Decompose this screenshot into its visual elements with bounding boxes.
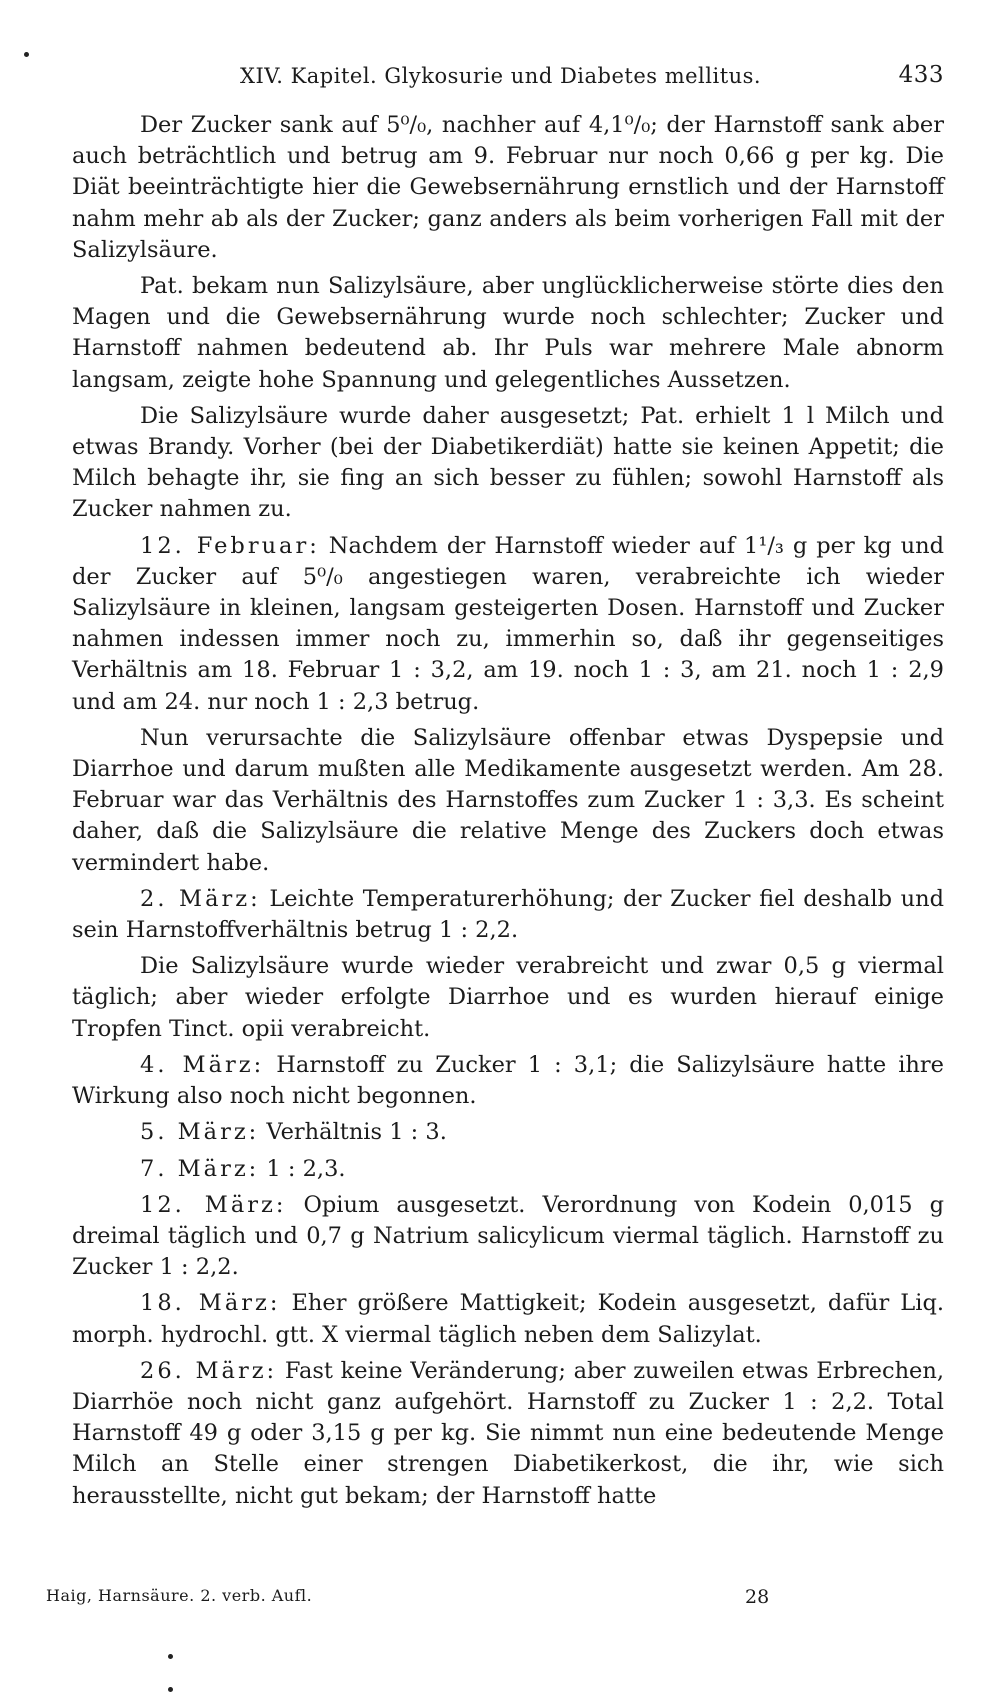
- dated-entry: 12. Februar: Nachdem der Harnstoff wieder auf 1¹/₃ g per kg und der Zucker auf 5⁰/₀ angestiegen waren, verabreichte ich wieder Salizylsäure in kleinen, langsam gesteigerten Dosen. Harnstoff und Zucker nahmen indessen immer noch zu, immerhin so, daß ihr gegenseitiges Verhältnis am 18. Februar 1 : 3,2, am 19. noch 1 : 3, am 21. noch 1 : 2,9 und am 24. nur noch 1 : 2,3 betrug.: [72, 532, 944, 715]
- scan-speck: [24, 52, 29, 57]
- paragraph: Der Zucker sank auf 5⁰/₀, nachher auf 4,1⁰/₀; der Harnstoff sank aber auch beträchtlich und betrug am 9. Februar nur noch 0,66 g per kg. Die Diät beeinträchtigte hier die Gewebsernährung ernstlich und der Harnstoff nahm mehr ab als der Zucker; ganz anders als beim vorherigen Fall mit der Salizylsäure.: [72, 112, 944, 263]
- book-reference: Haig, Harnsäure. 2. verb. Aufl.: [46, 1586, 313, 1605]
- dated-entry: 18. März: Eher größere Mattigkeit; Kodein ausgesetzt, dafür Liq. morph. hydrochl. gtt. X viermal täglich neben dem Salizylat.: [72, 1290, 944, 1348]
- scan-speck: [168, 1654, 173, 1659]
- dated-entry: 4. März: Harnstoff zu Zucker 1 : 3,1; die Salizylsäure hatte ihre Wirkung also noch nicht begonnen.: [72, 1051, 944, 1110]
- entry-date: 4. März:: [140, 1051, 265, 1078]
- entry-date: 12. Februar:: [140, 532, 320, 559]
- dated-entry: 2. März: Leichte Temperaturerhöhung; der Zucker fiel deshalb und sein Harnstoffverhältnis betrug 1 : 2,2.: [72, 885, 945, 944]
- dated-entry: 26. März: Fast keine Veränderung; aber zuweilen etwas Erbrechen, Diarrhöe noch nicht ganz aufgehört. Harnstoff zu Zucker 1 : 2,2. Total Harnstoff 49 g oder 3,15 g per kg. Sie nimmt nun eine bedeutende Menge Milch an Stelle einer strengen Diabetikerkost, die ihr, wie sich herausstellte, nicht gut bekam; der Harnstoff hatte: [72, 1357, 945, 1509]
- dated-entry: 5. März: Verhältnis 1 : 3.: [140, 1119, 447, 1146]
- scan-speck: [168, 1687, 173, 1692]
- entry-date: 2. März:: [140, 885, 261, 912]
- entry-date: 18. März:: [140, 1290, 281, 1317]
- entry-date: 5. März:: [140, 1119, 260, 1146]
- book-page: [72, 60, 944, 1517]
- entry-date: 12. März:: [140, 1191, 287, 1218]
- paragraph: Die Salizylsäure wurde wieder verabreicht und zwar 0,5 g viermal täglich; aber wieder erfolgte Diarrhoe und es wurden hierauf einige Tropfen Tinct. opii verabreicht.: [72, 953, 944, 1042]
- page-number: 433: [898, 62, 944, 88]
- signature-mark: 28: [745, 1586, 770, 1608]
- dated-entry: 12. März: Opium ausgesetzt. Verordnung von Kodein 0,015 g dreimal täglich und 0,7 g Natrium salicylicum viermal täglich. Harnstoff zu Zucker 1 : 2,2.: [72, 1191, 945, 1281]
- paragraph: Pat. bekam nun Salizylsäure, aber unglücklicherweise störte dies den Magen und die Gewebsernährung wurde noch schlechter; Zucker und Harnstoff nahmen bedeutend ab. Ihr Puls war mehrere Male abnorm langsam, zeigte hohe Spannung und gelegentliches Aussetzen.: [72, 273, 944, 393]
- paragraph: Die Salizylsäure wurde daher ausgesetzt; Pat. erhielt 1 l Milch und etwas Brandy. Vorher (bei der Diabetikerdiät) hatte sie keinen Appetit; die Milch behagte ihr, sie fing an sich besser zu fühlen; sowohl Harnstoff als Zucker nahmen zu.: [72, 402, 944, 523]
- body-text: [72, 110, 944, 1512]
- running-title: XIV. Kapitel. Glykosurie und Diabetes mellitus.: [240, 64, 762, 88]
- entry-date: 26. März:: [140, 1357, 278, 1384]
- entry-date: 7. März:: [140, 1155, 260, 1182]
- paragraph: Nun verursachte die Salizylsäure offenbar etwas Dyspepsie und Diarrhoe und darum mußten alle Medikamente ausgesetzt werden. Am 28. Februar war das Verhältnis des Harnstoffes zum Zucker 1 : 3,3. Es scheint daher, daß die Salizylsäure die relative Menge des Zuckers doch etwas vermindert habe.: [72, 724, 944, 876]
- page-footer: [0, 1586, 872, 1610]
- running-header: [72, 60, 944, 98]
- dated-entry: 7. März: 1 : 2,3.: [140, 1155, 346, 1182]
